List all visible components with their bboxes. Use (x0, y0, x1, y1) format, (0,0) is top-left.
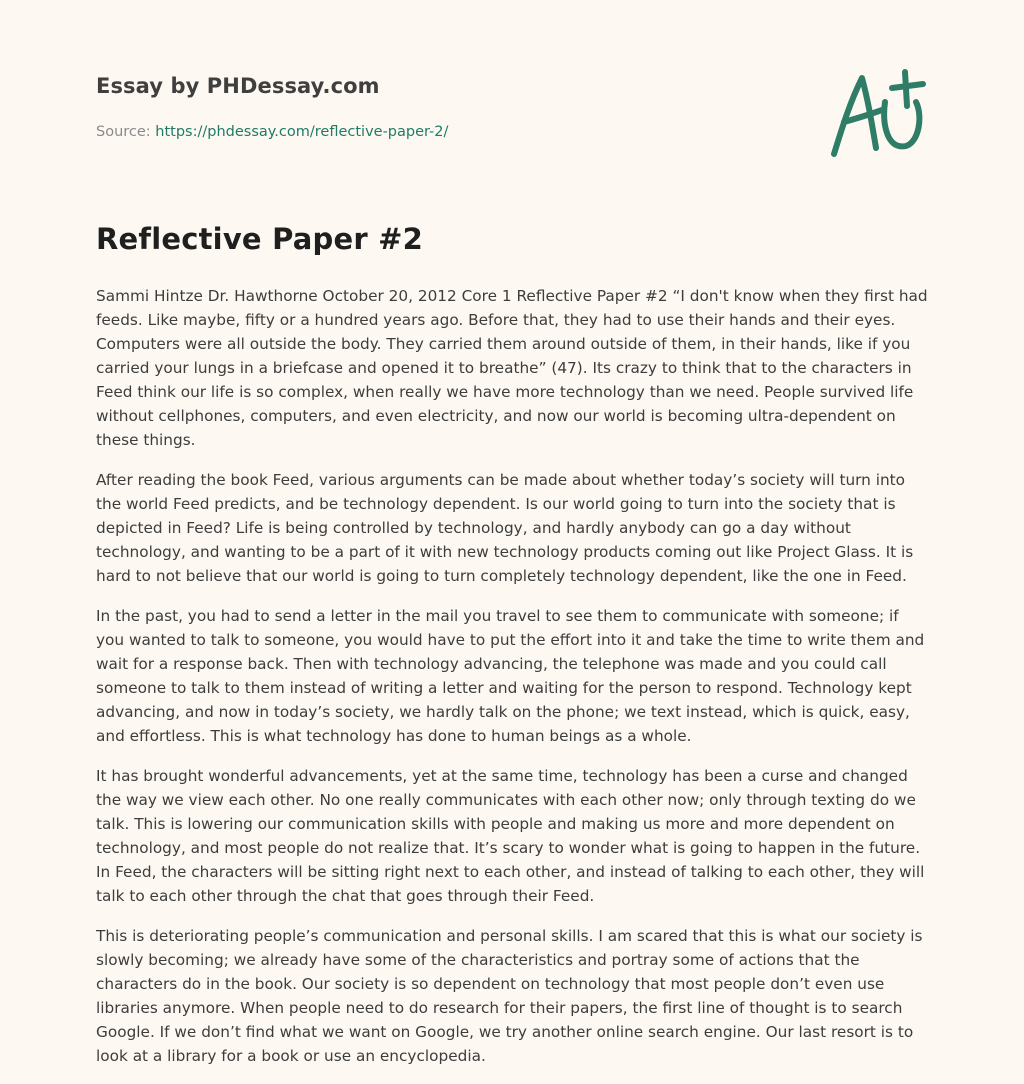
article-title: Reflective Paper #2 (96, 222, 424, 256)
source-label: Source: (96, 124, 151, 140)
article-body (96, 284, 930, 1084)
a-plus-logo-icon (824, 66, 928, 162)
paragraph: Sammi Hintze Dr. Hawthorne October 20, 2012 Core 1 Reflective Paper #2 “I don't know when they first had feeds. Like maybe, fifty or a hundred years ago. Before that, they had to use their hands and their eyes. Computers were all outside the body. They carried them around outside of them, in their hands, like if you carried your lungs in a briefcase and opened it to breathe” (47). Its crazy to think that to the characters in Feed think our life is so complex, when really we have more technology than we need. People survived life without cellphones, computers, and even electricity, and now our world is becoming ultra-dependent on these things. (96, 287, 928, 449)
paragraph: This is deteriorating people’s communication and personal skills. I am scared that this is what our society is slowly becoming; we already have some of the characteristics and portray some of actions that the characters do in the book. Our society is so dependent on technology that most people don’t even use libraries anymore. When people need to do research for their papers, the first line of thought is to search Google. If we don’t find what we want on Google, we try another online search engine. Our last resort is to look at a library for a book or use an encyclopedia. (96, 927, 923, 1065)
paragraph: In the past, you had to send a letter in the mail you travel to see them to communicate with someone; if you wanted to talk to someone, you would have to put the effort into it and take the time to write them and wait for a response back. Then with technology advancing, the telephone was made and you could call someone to talk to them instead of writing a letter and waiting for the person to respond. Technology kept advancing, and now in today’s society, we hardly talk on the phone; we text instead, which is quick, easy, and effortless. This is what technology has done to human beings as a whole. (96, 607, 925, 745)
site-brand: Essay by PHDessay.com (96, 74, 380, 98)
source-link[interactable]: https://phdessay.com/reflective-paper-2/ (155, 124, 449, 140)
page-header (96, 74, 928, 194)
paragraph: It has brought wonderful advancements, yet at the same time, technology has been a curse and changed the way we view each other. No one really communicates with each other now; only through texting do we talk. This is lowering our communication skills with people and making us more and more dependent on technology, and most people do not realize that. It’s scary to wonder what is going to happen in the future. In Feed, the characters will be sitting right next to each other, and instead of talking to each other, they will talk to each other through the chat that goes through their Feed. (96, 767, 925, 905)
source-line (96, 124, 448, 140)
paragraph: After reading the book Feed, various arguments can be made about whether today’s society will turn into the world Feed predicts, and be technology dependent. Is our world going to turn into the society that is depicted in Feed? Life is being controlled by technology, and hardly anybody can go a day without technology, and wanting to be a part of it with new technology products coming out like Project Glass. It is hard to not believe that our world is going to turn completely technology dependent, like the one in Feed. (96, 471, 914, 585)
